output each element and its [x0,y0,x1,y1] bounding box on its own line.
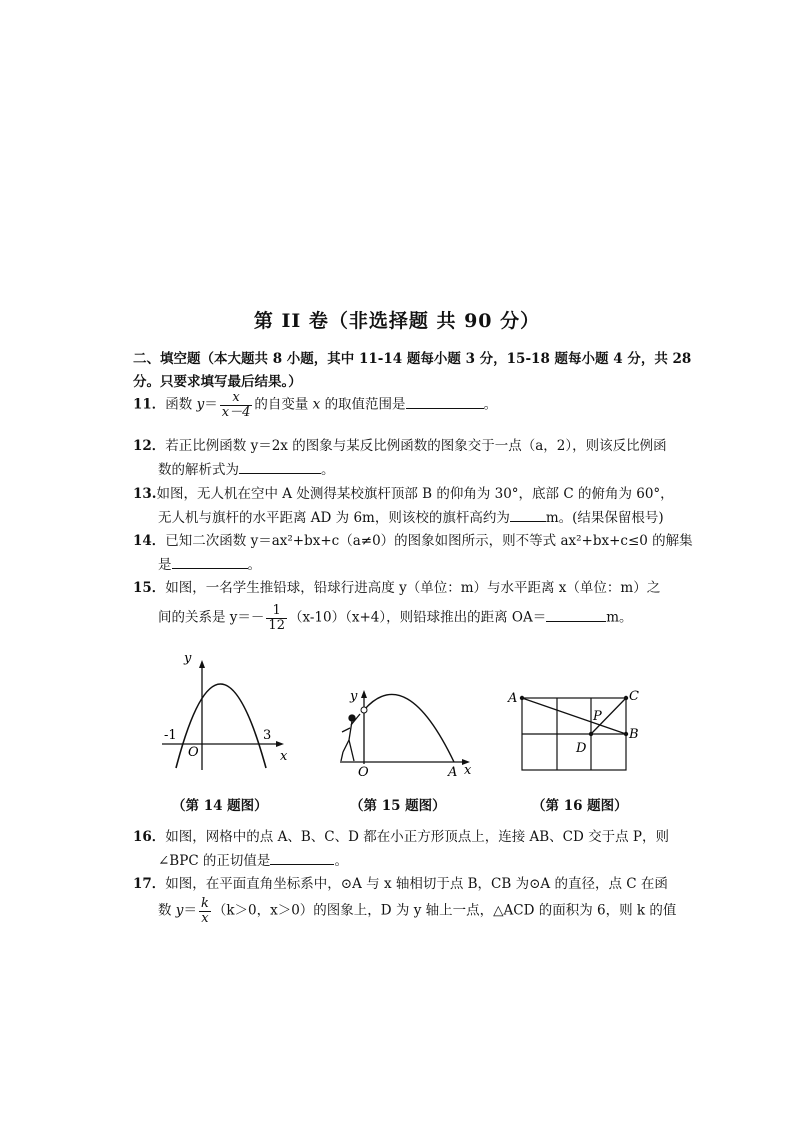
q11-post1: 的自变量 [254,396,309,413]
q11-x: x [312,396,321,413]
fig14-root-neg1: -1 [164,728,177,743]
q13-answer-blank[interactable] [510,509,546,522]
q15-line1: 如图，一名学生推铅球，铅球行进高度 y（单位：m）与水平距离 x（单位：m）之 [165,580,661,596]
q17-frac-den: x [201,910,209,926]
figure-15-shotput [330,682,480,777]
fig15-student-figure [341,714,360,761]
question-16-cont [158,849,348,869]
q17-eq: ＝ [183,902,197,919]
section-heading-line2: 分。只要求填写最后结果。） [133,374,302,390]
q16-line1: 如图，网格中的点 A、B、C、D 都在小正方形顶点上，连接 AB、CD 交于点 P，则 [165,829,669,845]
fig16-point-a-dot [520,696,524,700]
q14-end: 。 [247,557,261,573]
q14-line1: 已知二次函数 y＝ax²+bx+c（a≠0）的图象如图所示，则不等式 ax²+bx+c≤0 的解集 [165,533,693,549]
q17-line2a: 数 [158,902,172,919]
q17-fraction [199,897,211,925]
q17-line1: 如图，在平面直角坐标系中，⊙A 与 x 轴相切于点 B，CB 为⊙A 的直径，点 C 在函 [165,876,668,892]
fig14-x-label: x [280,749,288,764]
question-15 [133,576,660,596]
q16-line2: ∠BPC 的正切值是 [158,853,271,869]
q15-answer-blank[interactable] [546,609,606,622]
fig15-x-label: x [464,763,472,777]
fig15-trajectory [364,694,454,762]
q11-post2: 的取值范围是 [324,396,406,413]
fig16-label-d: D [576,741,587,756]
fig16-label-c: C [629,689,639,704]
q15-line2a: 间的关系是 y＝－ [158,609,265,626]
fig15-shot-ball [361,707,367,713]
question-11 [133,391,497,419]
question-17-cont [158,897,676,925]
question-14 [133,529,693,549]
question-16 [133,825,669,845]
fig14-origin-label: O [188,745,199,760]
question-12 [133,434,667,454]
q16-end: 。 [334,853,348,869]
q14-number: 14． [133,533,166,549]
q11-end: 。 [483,396,498,413]
q15-frac-num: 1 [266,604,287,619]
fig14-x-arrow [276,741,284,747]
fig16-caption: （第 16 题图） [532,798,628,814]
fig16-point-d-dot [589,732,593,736]
fig16-point-c-dot [624,696,628,700]
fig15-caption: （第 15 题图） [350,798,446,814]
q12-end: 。 [321,462,335,478]
fig16-label-b: B [629,727,639,742]
q16-answer-blank[interactable] [270,852,334,865]
q11-pre: 函数 [165,396,193,413]
section-heading-line1: 二、填空题（本大题共 8 小题，其中 11-14 题每小题 3 分，15-18 题每小题 4 分，共 28 [133,351,692,367]
q11-frac-den: x－4 [221,404,251,420]
q13-line1: 如图，无人机在空中 A 处测得某校旗杆顶部 B 的仰角为 30°，底部 C 的俯角为 60°， [156,486,674,502]
q11-y: y [196,396,205,413]
q13-number: 13. [133,486,157,502]
q11-number: 11． [133,396,166,413]
q14-answer-blank[interactable] [172,556,248,569]
fig16-point-b-dot [624,732,628,736]
q11-answer-blank[interactable] [406,396,484,409]
q17-y: y [175,902,184,919]
q11-fraction [220,391,253,419]
q16-number: 16． [133,829,166,845]
page-title: 第 II 卷（非选择题 共 90 分） [253,310,541,332]
q13-line2b: m。(结果保留根号) [545,510,664,526]
q17-line2b: （k＞0，x＞0）的图象上，D 为 y 轴上一点，△ACD 的面积为 6，则 k 的值 [212,902,677,919]
q12-line1: 若正比例函数 y＝2x 的图象与某反比例函数的图象交于一点（a，2），则该反比例函 [165,438,667,454]
q11-frac-num: x [220,391,253,406]
fig16-grid-lines [522,698,626,770]
question-15-cont [158,604,633,632]
fig14-root-3: 3 [263,728,272,743]
q17-number: 17． [133,876,166,892]
fig16-label-a: A [508,691,518,706]
question-17 [133,872,668,892]
fig14-y-label: y [184,651,192,666]
fig15-y-arrow [361,690,367,698]
fig14-y-arrow [199,660,205,668]
fig14-caption: （第 14 题图） [172,798,268,814]
question-13 [133,482,674,502]
fig15-origin-label: O [358,765,369,777]
fig16-segment-ab [522,698,626,734]
q14-line2: 是 [158,557,172,573]
q17-frac-num: k [200,896,209,911]
q11-eq: ＝ [204,396,218,413]
q15-number: 15． [133,580,166,596]
q13-line2a: 无人机与旗杆的水平距离 AD 为 6m，则该校的旗杆高约为 [158,510,510,526]
q12-line2: 数的解析式为 [158,462,239,478]
q15-line2b: （x-10）（x+4），则铅球推出的距离 OA＝ [288,609,547,626]
figure-16-grid [505,686,655,776]
question-12-cont [158,458,335,478]
q12-number: 12． [133,438,166,454]
q15-line2c: m。 [606,609,633,626]
question-14-cont [158,553,261,573]
q15-frac-den: 12 [268,617,285,633]
fig15-y-label: y [350,689,358,704]
q12-answer-blank[interactable] [239,461,321,474]
figure-14-parabola [160,648,295,773]
q15-fraction [266,604,287,632]
question-13-cont [158,506,664,526]
fig15-point-a: A [448,765,458,777]
fig16-label-p: P [593,709,602,724]
